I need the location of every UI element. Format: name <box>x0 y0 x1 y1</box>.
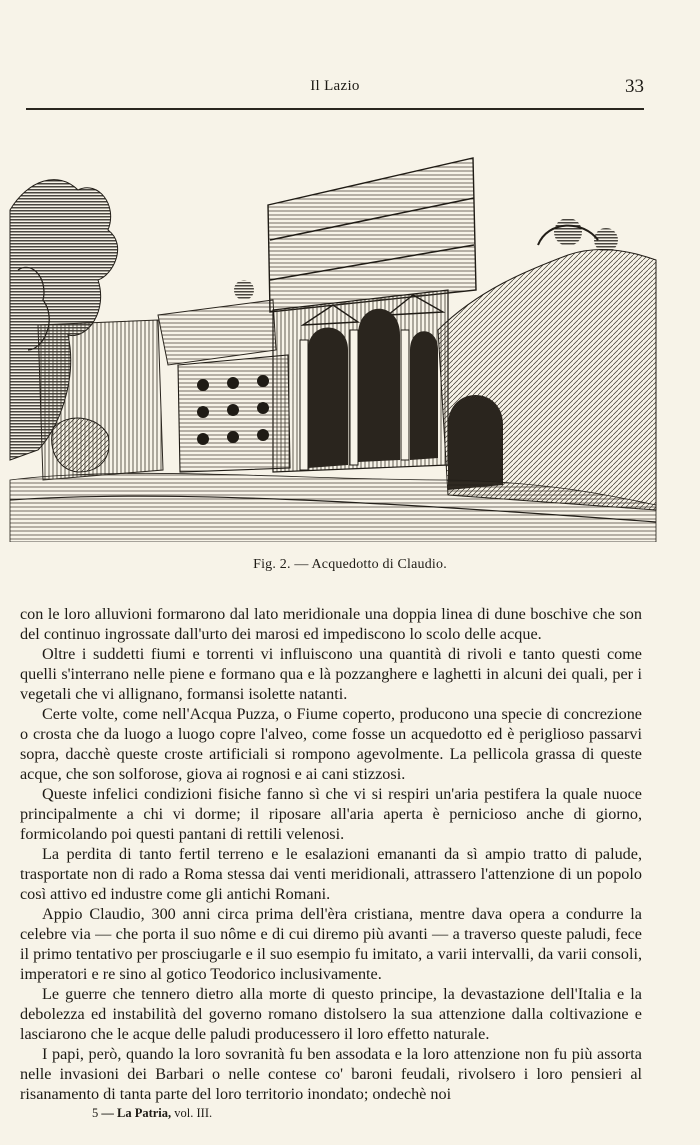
publication-title: La Patria, <box>117 1106 172 1120</box>
figure-caption: Fig. 2. — Acquedotto di Claudio. <box>253 557 447 572</box>
paragraph: Oltre i suddetti fiumi e torrenti vi influiscono una quantità di rivoli e tanto questi come quelli s'interrano nelle piene e formano qua e là pozzanghere e laghetti in alcuni dei quali, per i vegetali che vi allignano, formansi isolette natanti. <box>20 645 642 703</box>
running-title: Il Lazio <box>310 78 360 94</box>
page-header <box>26 78 644 104</box>
paragraph: Certe volte, come nell'Acqua Puzza, o Fiume coperto, producono una specie di concrezione o crosta che da luogo a luogo copre l'alveo, come fosse un acquedotto ed è periglioso passarvi sopra, dacchè queste croste artificiali si rompono agevolmente. La pellicola grassa di queste acque, che son solforose, giova ai rognosi e ai cani stizzosi. <box>20 705 642 783</box>
page-number: 33 <box>625 76 644 97</box>
article-body <box>20 604 642 1104</box>
signature-number: 5 <box>92 1106 99 1120</box>
aqueduct-engraving <box>8 150 658 542</box>
paragraph: Appio Claudio, 300 anni circa prima dell'èra cristiana, mentre dava opera a condurre la celebre via — che porta il suo nôme e di cui diremo più avanti — a traverso queste paludi, fece il primo tentativo per prosciugarle e il suo esempio fu imitato, a varii intervalli, da varii consoli, imperatori e re sino al gotico Teodorico inclusivamente. <box>20 905 642 983</box>
paragraph: con le loro alluvioni formarono dal lato meridionale una doppia linea di dune boschive che son del continuo ingrossate dall'urto dei marosi ed impediscono lo scolo delle acque. <box>20 605 642 643</box>
header-rule <box>26 108 644 110</box>
page-footer <box>92 1106 212 1121</box>
paragraph: Le guerre che tennero dietro alla morte di questo principe, la devastazione dell'Italia e la debolezza ed instabilità del governo romano distolsero la sua attenzione dalla coltivazione e lasciarono che le acque delle paludi producessero il loro effetto naturale. <box>20 985 642 1043</box>
paragraph: La perdita di tanto fertil terreno e le esalazioni emananti da sì ampio tratto di palude, trasportate non di rado a Roma stessa dai venti meridionali, attrassero l'attenzione di un popolo così attivo ed industre come gli antichi Romani. <box>20 845 642 903</box>
paragraph: Queste infelici condizioni fisiche fanno sì che vi si respiri un'aria pestifera la quale nuoce principalmente a chi vi dorme; il riposare all'aria aperta è pernicioso anche di giorno, formicolando poi questi pantani di rettili velenosi. <box>20 785 642 843</box>
footer-dash: — <box>101 1106 114 1120</box>
volume-label: vol. III. <box>174 1106 213 1120</box>
paragraph: I papi, però, quando la loro sovranità fu ben assodata e la loro attenzione non fu più assorta nelle invasioni dei Barbari o nelle contese co' baroni feudali, rivolsero i loro pensieri al risanamento di tanta parte del loro territorio inondato; ondechè noi <box>20 1045 642 1103</box>
